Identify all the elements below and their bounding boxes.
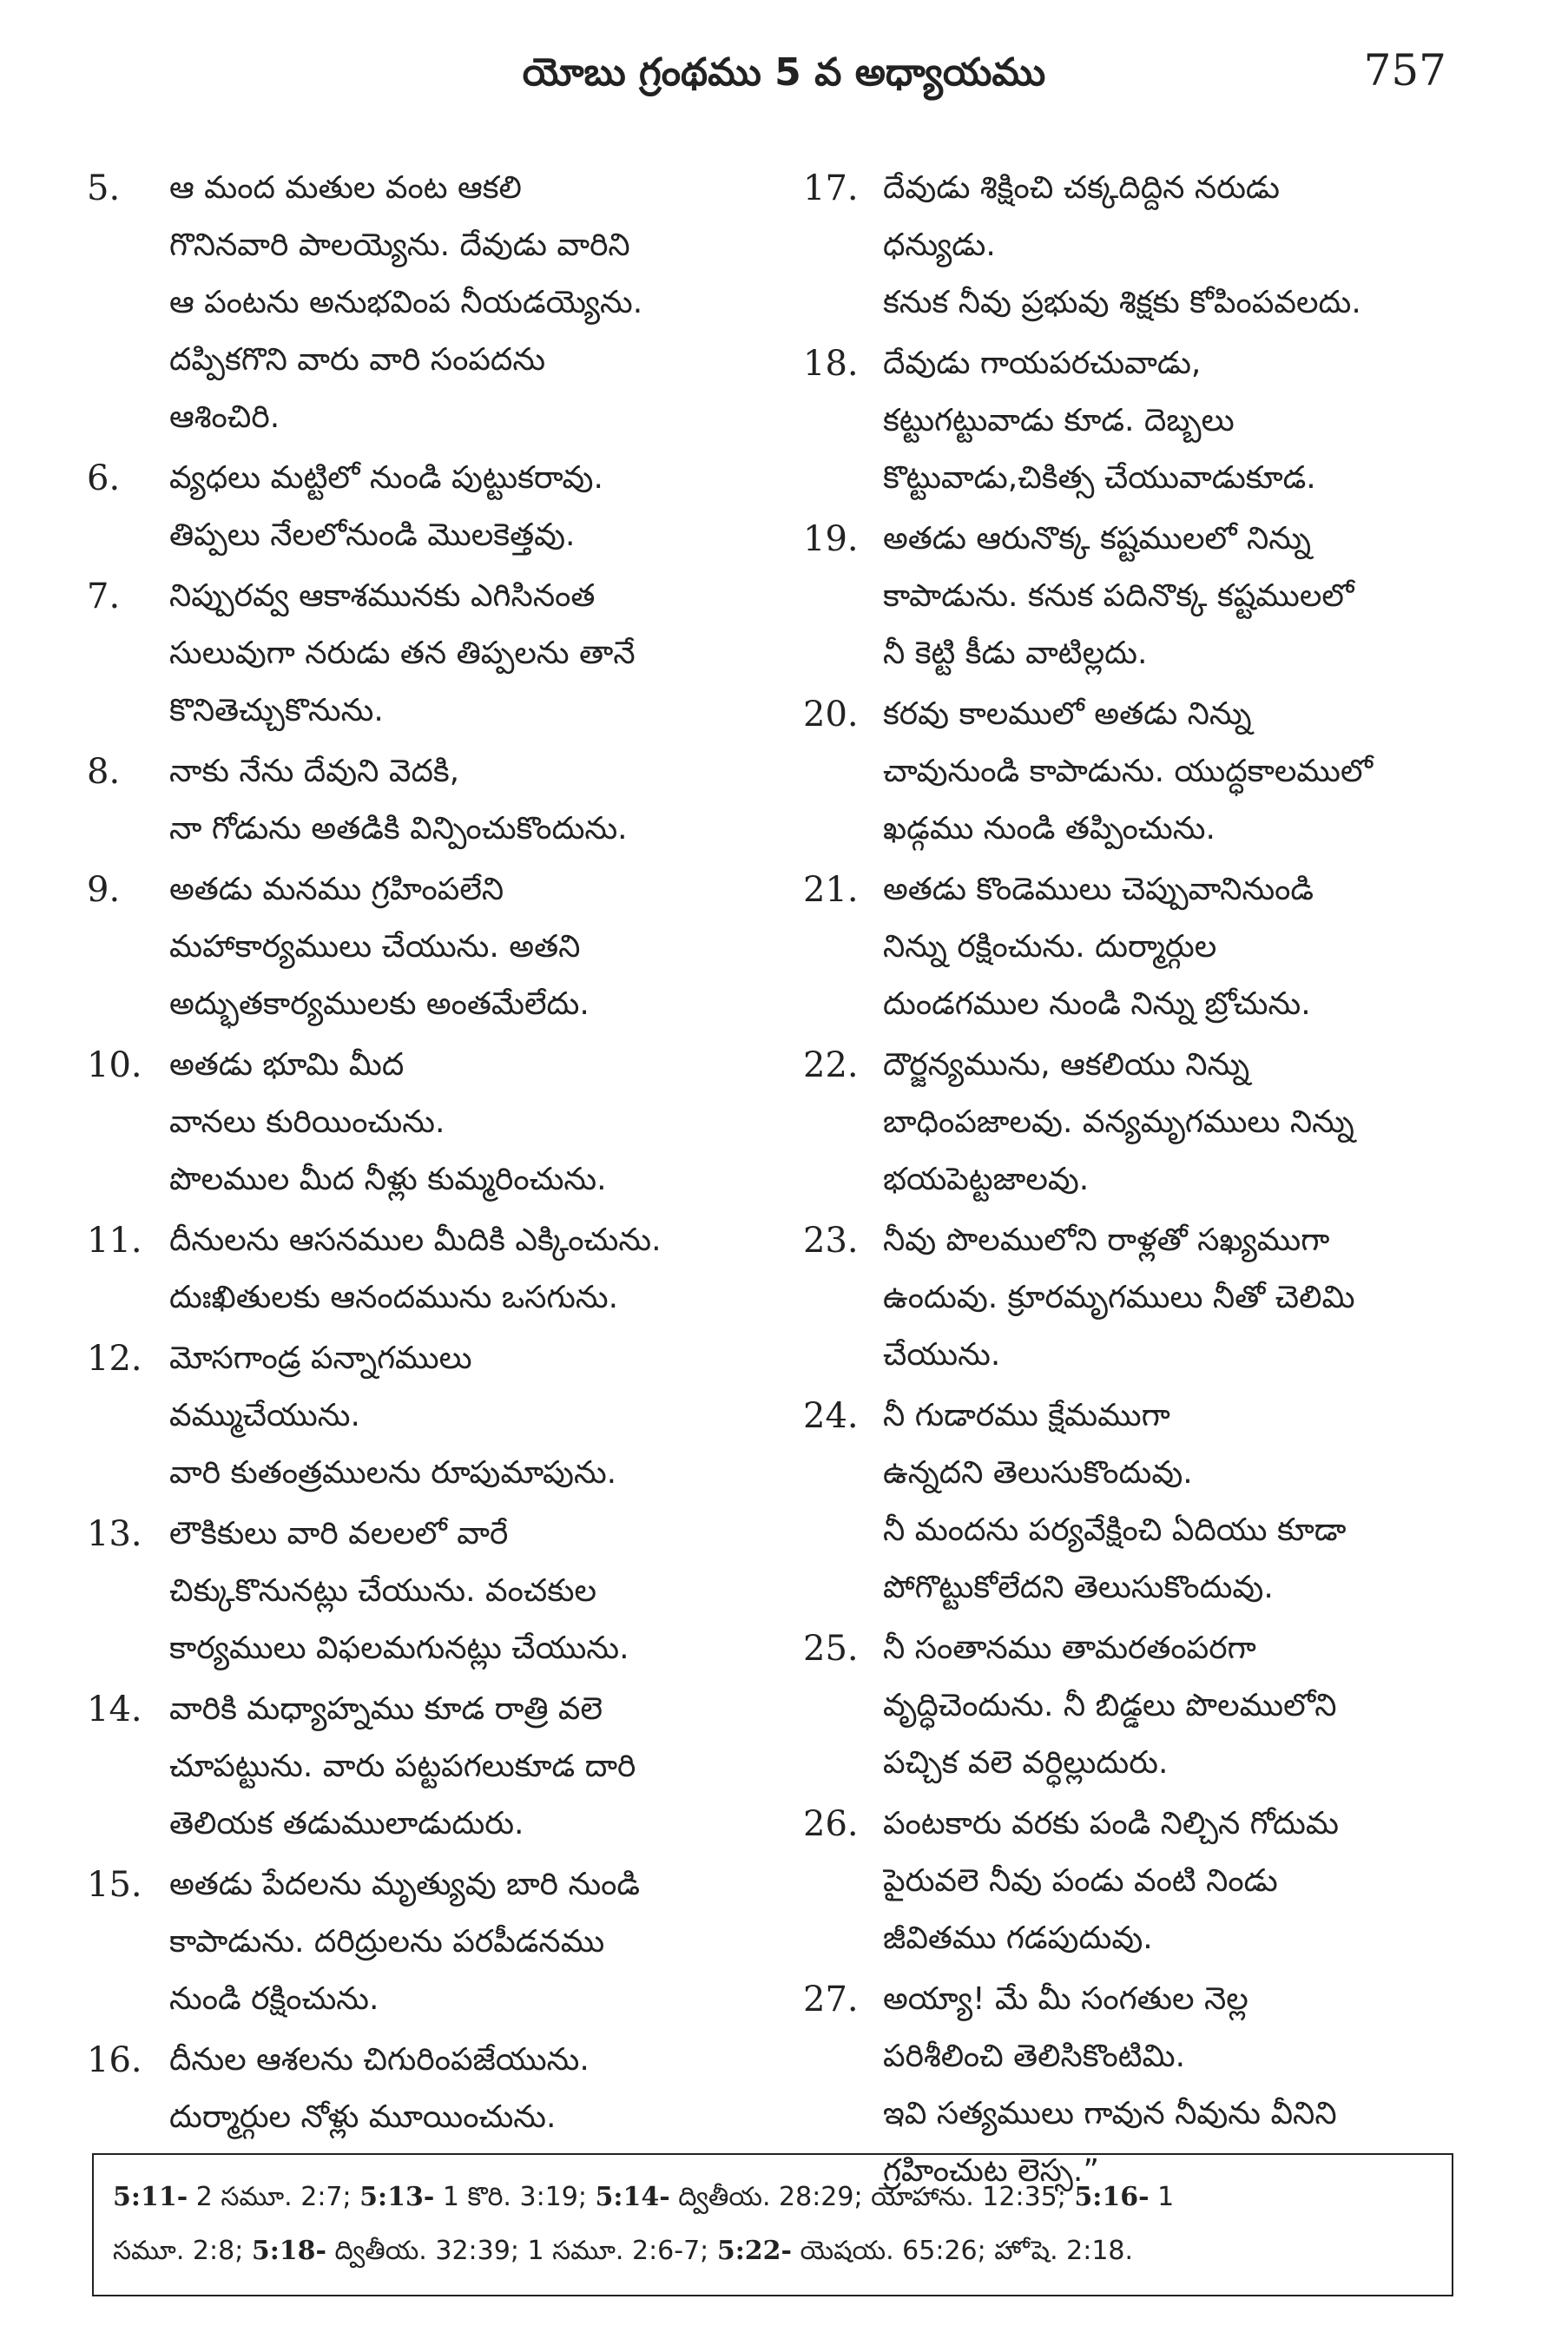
verse (87, 1856, 764, 2028)
verse-line: ధన్యుడు. (883, 227, 996, 263)
verse-line: పోగొట్టుకోలేదని తెలుసుకొందువు. (883, 1570, 1274, 1605)
verse-line: అయ్యా! మే మీ సంగతుల నెల్ల (883, 1981, 1248, 2017)
footnote-reference: 5:22- (716, 2236, 792, 2266)
verse (87, 160, 764, 446)
verse-line: వ్యధలు మట్టిలో నుండి పుట్టుకరావు. (169, 460, 603, 496)
verse-line: నా గోడును అతడికి విన్పించుకొందును. (169, 811, 628, 847)
verse-line: వమ్ముచేయును. (169, 1398, 360, 1433)
verse-line: కొట్టువాడు,చికిత్స చేయువాడుకూడ. (883, 460, 1316, 496)
verse-line: దుఃఖితులకు ఆనందమును ఒసగును. (169, 1280, 619, 1315)
verse-text (169, 568, 764, 740)
verse (803, 335, 1472, 507)
verse-line: అతడు పేదలను మృత్యువు బారి నుండి (169, 1867, 641, 1902)
verse-line: వారి కుతంత్రములను రూపుమాపును. (169, 1455, 617, 1491)
verse-line: నుండి రక్షించును. (169, 1981, 379, 2017)
verse (87, 1330, 764, 1502)
verse-line: మోసగాండ్ర పన్నాగములు (169, 1341, 472, 1376)
verse-line: చిక్కుకొనునట్లు చేయును. వంచకుల (169, 1573, 596, 1609)
footnote-text: ద్వితీయ. 32:39; 1 సమూ. 2:6-7; (326, 2236, 717, 2266)
verse-text (169, 1505, 764, 1677)
footnote-text: 2 సమూ. 2:7; (188, 2182, 360, 2212)
verse-line: దేవుడు శిక్షించి చక్కదిద్దిన నరుడు (883, 170, 1281, 206)
verse-line: నీవు పొలములోని రాళ్లతో సఖ్యముగా (883, 1222, 1330, 1258)
verse-number: 13. (87, 1514, 142, 1554)
verse-text (883, 1795, 1472, 1967)
verse-line: నీ కెట్టి కీడు వాటిల్లదు. (883, 636, 1148, 671)
verse-number: 24. (803, 1396, 859, 1436)
verse-number: 7. (87, 576, 121, 616)
verse (87, 568, 764, 740)
verse (803, 1795, 1472, 1967)
verse-line: అతడు భూమి మీద (169, 1047, 405, 1083)
verse-line: కార్యములు విఫలమగునట్లు చేయును. (169, 1631, 629, 1666)
verse-line: దీనుల ఆశలను చిగురింపజేయును. (169, 2042, 590, 2078)
verse-line: ఉన్నదని తెలుసుకొందువు. (883, 1455, 1193, 1491)
verse-line: అతడు ఆరునొక్క కష్టములలో నిన్ను (883, 521, 1311, 557)
verse-text (883, 511, 1472, 682)
verse-line: దౌర్జన్యమును, ఆకలియు నిన్ను (883, 1047, 1250, 1083)
verse-line: అతడు మనము గ్రహింపలేని (169, 872, 504, 907)
verse-number: 12. (87, 1339, 142, 1379)
verse-number: 25. (803, 1629, 859, 1669)
verse-text (169, 1681, 764, 1853)
verse-line: వృద్ధిచెందును. నీ బిడ్డలు పొలములోని (883, 1688, 1337, 1723)
verse-line: దీనులను ఆసనముల మీదికి ఎక్కించును. (169, 1222, 662, 1258)
verse-line: ఉందువు. క్రూరమృగములు నీతో చెలిమి (883, 1280, 1355, 1315)
verse-line: ఖడ్గము నుండి తప్పించును. (883, 811, 1216, 847)
verse-text (169, 1330, 764, 1502)
verse-line: మహాకార్యములు చేయును. అతని (169, 929, 581, 965)
footnote-line (113, 2171, 1433, 2224)
verse-text (883, 160, 1472, 332)
verse-number: 5. (87, 168, 121, 208)
verse-line: ఆ పంటను అనుభవింప నీయడయ్యెను. (169, 285, 643, 320)
footnote-text: 1 (1149, 2182, 1175, 2212)
footnote-reference: 5:11- (113, 2182, 188, 2212)
verse-text (169, 160, 764, 446)
verse-line: కాపాడును. కనుక పదినొక్క కష్టములలో (883, 578, 1354, 614)
verse (803, 511, 1472, 682)
verse-line: వానలు కురియించును. (169, 1104, 445, 1140)
verse (803, 1620, 1472, 1792)
verse-line: చూపట్టును. వారు పట్టపగలుకూడ దారి (169, 1749, 636, 1784)
page-header (0, 0, 1568, 130)
verse-number: 22. (803, 1045, 859, 1085)
verse-number: 16. (87, 2040, 142, 2080)
verse-number: 17. (803, 168, 859, 208)
verse-line: గొనినవారి పాలయ్యెను. దేవుడు వారిని (169, 227, 630, 263)
verse-text (169, 1037, 764, 1209)
verse (87, 2032, 764, 2146)
footnote-text: యెషయ. 65:26; హోషె. 2:18. (792, 2236, 1134, 2266)
verse-number: 6. (87, 458, 121, 498)
verse-line: దుర్మార్గుల నోళ్లు మూయించును. (169, 2099, 557, 2135)
verse-line: కాపాడును. దరిద్రులను పరపీడనము (169, 1924, 605, 1960)
verse-line: తెలియక తడుములాడుదురు. (169, 1806, 524, 1841)
verse-number: 23. (803, 1221, 859, 1261)
footnote-text: 1 కొరి. 3:19; (434, 2182, 596, 2212)
verse-line: నాకు నేను దేవుని వెదకి, (169, 754, 460, 789)
verse-number: 27. (803, 1980, 859, 2019)
footnote-reference: 5:13- (359, 2182, 435, 2212)
verse-line: పైరువలె నీవు పండు వంటి నిండు (883, 1863, 1278, 1899)
verse-text (883, 1620, 1472, 1792)
verse-number: 21. (803, 870, 859, 910)
verse (87, 861, 764, 1033)
verse-line: దుండగముల నుండి నిన్ను బ్రోచును. (883, 986, 1311, 1022)
page-number: 757 (1363, 45, 1446, 96)
verse-text (883, 686, 1472, 858)
verse-line: లౌకికులు వారి వలలలో వారే (169, 1516, 509, 1552)
verse-line: వారికి మధ్యాహ్నము కూడ రాత్రి వలె (169, 1691, 603, 1727)
verse-line: దప్పికగొని వారు వారి సంపదను (169, 342, 546, 378)
verse (87, 1212, 764, 1327)
verse-number: 8. (87, 752, 121, 792)
verse-line: కట్టుగట్టువాడు కూడ. దెబ్బలు (883, 403, 1235, 438)
verse-line: తిప్పలు నేలలోనుండి మొలకెత్తవు. (169, 517, 576, 553)
verse-line: బాధింపజాలవు. వన్యమృగములు నిన్ను (883, 1104, 1354, 1140)
footnote-line (113, 2224, 1433, 2278)
verse-line: గ్రహించుట లెస్స.” (883, 2153, 1100, 2189)
verse-line: నీ సంతానము తామరతంపరగా (883, 1631, 1256, 1666)
running-title: యోబు గ్రంథము 5 వ అధ్యాయము (522, 50, 1046, 95)
verse (803, 1387, 1472, 1617)
verse-line: ఆశించిరి. (169, 399, 280, 435)
verse-number: 15. (87, 1865, 142, 1905)
verse-number: 20. (803, 695, 859, 735)
verse (803, 1212, 1472, 1384)
verse-text (169, 1212, 764, 1327)
right-column (803, 160, 1472, 2204)
verse-line: నిప్పురవ్వ ఆకాశమునకు ఎగిసినంత (169, 578, 596, 614)
verse-text (169, 743, 764, 858)
verse (803, 1037, 1472, 1209)
verse-number: 26. (803, 1804, 859, 1844)
verse-number: 9. (87, 870, 121, 910)
verse-text (883, 1212, 1472, 1384)
footnote-text: ద్వితీయ. 28:29; యోహాను. 12:35; (669, 2182, 1075, 2212)
verse-line: కొనితెచ్చుకొనును. (169, 693, 384, 728)
verse-text (883, 861, 1472, 1033)
verse-text (169, 450, 764, 564)
verse (803, 160, 1472, 332)
verse-line: అద్భుతకార్యములకు అంతమేలేదు. (169, 986, 590, 1022)
verse-line: అతడు కొండెములు చెప్పువానినుండి (883, 872, 1314, 907)
verse-line: పరిశీలించి తెలిసికొంటిమి. (883, 2039, 1186, 2074)
verse-line: భయపెట్టజాలవు. (883, 1162, 1090, 1197)
verse (87, 1681, 764, 1853)
verse-line: నీ గుడారము క్షేమముగా (883, 1398, 1170, 1433)
verse-line: ఇవి సత్యములు గావున నీవును వీనిని (883, 2096, 1337, 2131)
verse-line: చావునుండి కాపాడును. యుద్ధకాలములో (883, 754, 1373, 789)
verse-line: నీ మందను పర్యవేక్షించి ఏదియు కూడా (883, 1512, 1347, 1548)
verse-text (169, 2032, 764, 2146)
cross-reference-box (92, 2153, 1453, 2296)
verse-line: పచ్చిక వలె వర్ధిల్లుదురు. (883, 1745, 1169, 1781)
verse-line: చేయును. (883, 1337, 1001, 1373)
left-column (87, 160, 764, 2150)
footnote-reference: 5:16- (1074, 2182, 1150, 2212)
verse-text (883, 1387, 1472, 1617)
verse-line: పంటకారు వరకు పండి నిల్చిన గోదుమ (883, 1806, 1339, 1841)
footnote-text: సమూ. 2:8; (113, 2236, 252, 2266)
verse-line: సులువుగా నరుడు తన తిప్పలను తానే (169, 636, 636, 671)
verse-line: కనుక నీవు ప్రభువు శిక్షకు కోపింపవలదు. (883, 285, 1361, 320)
verse-number: 14. (87, 1690, 142, 1729)
verse-text (169, 1856, 764, 2028)
verse (87, 743, 764, 858)
verse-line: జీవితము గడపుదువు. (883, 1920, 1153, 1956)
verse-number: 19. (803, 519, 859, 559)
verse-number: 11. (87, 1221, 142, 1261)
verse-line: దేవుడు గాయపరచువాడు, (883, 346, 1202, 381)
verse (87, 450, 764, 564)
footnote-reference: 5:18- (251, 2236, 326, 2266)
verse-text (169, 861, 764, 1033)
verse-line: ఆ మంద మతుల వంట ఆకలి (169, 170, 522, 206)
verse-line: కరవు కాలములో అతడు నిన్ను (883, 696, 1252, 732)
verse (803, 861, 1472, 1033)
verse (87, 1505, 764, 1677)
footnote-reference: 5:14- (595, 2182, 670, 2212)
verse (803, 686, 1472, 858)
verse-number: 10. (87, 1045, 142, 1085)
verse-text (883, 335, 1472, 507)
verse-text (883, 1037, 1472, 1209)
verse-line: నిన్ను రక్షించును. దుర్మార్గుల (883, 929, 1217, 965)
verse-line: పొలముల మీద నీళ్లు కుమ్మరించును. (169, 1162, 607, 1197)
verse-number: 18. (803, 344, 859, 384)
verse (87, 1037, 764, 1209)
